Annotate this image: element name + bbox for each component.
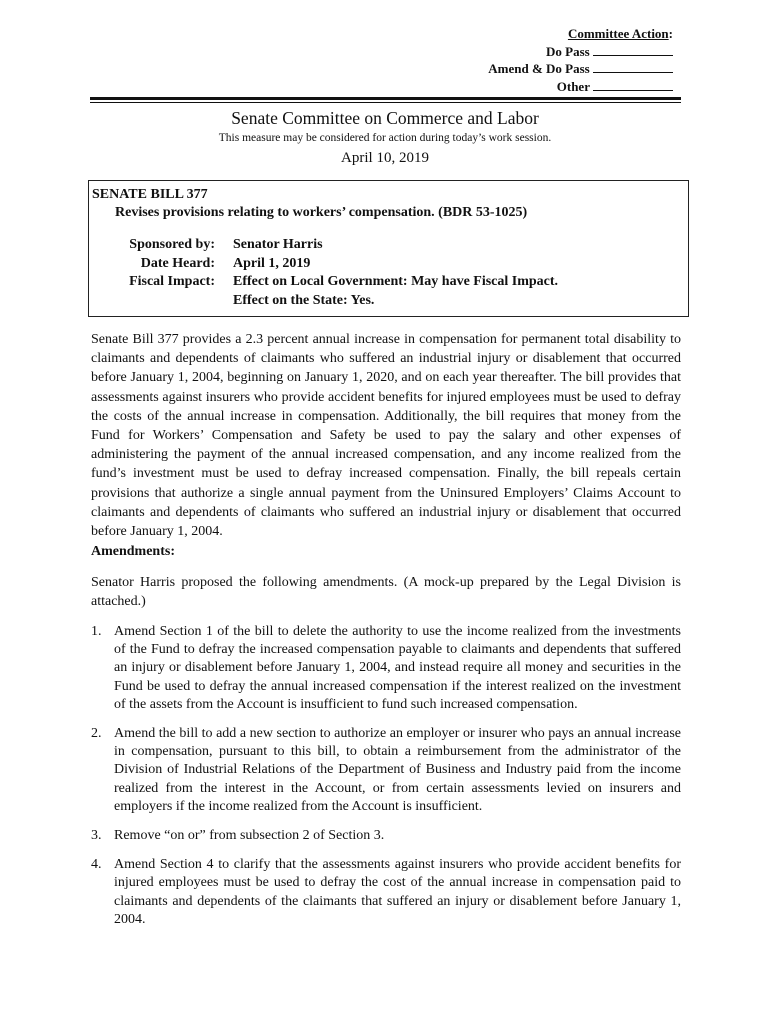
do-pass-blank xyxy=(593,45,673,56)
header-rule-thin xyxy=(90,102,681,103)
other-blank xyxy=(593,80,673,91)
amend-do-pass-blank xyxy=(593,62,673,73)
sponsored-row xyxy=(92,236,558,255)
fiscal-state: Effect on the State: Yes. xyxy=(233,292,375,308)
amendment-number: 1. xyxy=(91,624,102,639)
amendments-intro: Senator Harris proposed the following amendments. (A mock-up prepared by the Legal Division is attached.) xyxy=(91,575,681,610)
header-rule-thick xyxy=(90,97,681,100)
bill-info-box xyxy=(88,180,689,317)
meeting-date: April 10, 2019 xyxy=(341,150,429,166)
amendment-item xyxy=(91,856,681,929)
fiscal-local: Effect on Local Government: May have Fiscal Impact. xyxy=(233,274,559,289)
bill-meta-table xyxy=(92,236,558,310)
bill-description: Revises provisions relating to workers’ compensation. (BDR 53-1025) xyxy=(115,205,528,220)
amendment-text: Amend Section 1 of the bill to delete the authority to use the income realized from the investments of the Fund to defray the increased compensation payable to claimants and dependents that suffered an injury or disablement before January 1, 2004, and instead require all money and securities in the Fund be used to defray the annual increased compensation if the interest realized on the investment of the assets from the Account is insufficient to fund such increased compensation. xyxy=(114,624,681,712)
sponsored-value: Senator Harris xyxy=(233,237,323,252)
fiscal-impact-value xyxy=(233,273,558,310)
amendment-number: 3. xyxy=(91,828,102,844)
other-line: Other xyxy=(488,78,673,96)
amendment-text: Amend Section 4 to clarify that the assessments against insurers who provide accident benefits for injured employees must be used to defray the cost of the annual increase in compensation paid to claimants and dependents of the claimants that suffered an injury or disablement before January 1, 2004. xyxy=(114,857,681,927)
amendments-list xyxy=(91,623,681,940)
committee-name: Senate Committee on Commerce and Labor xyxy=(231,108,539,128)
committee-action-title: Committee Action: xyxy=(567,26,673,41)
bill-number: SENATE BILL 377 xyxy=(92,187,208,202)
amendments-heading: Amendments: xyxy=(91,544,175,559)
date-heard-value: April 1, 2019 xyxy=(233,255,311,271)
amendment-item xyxy=(91,623,681,714)
work-session-notice: This measure may be considered for action during today’s work session. xyxy=(218,132,552,144)
date-heard-label: Date Heard: xyxy=(140,255,215,271)
date-heard-row xyxy=(92,255,558,274)
amendment-item xyxy=(91,827,681,845)
amendment-text: Remove “on or” from subsection 2 of Section 3. xyxy=(114,828,385,844)
amendment-number: 4. xyxy=(91,857,102,873)
amendment-text: Amend the bill to add a new section to authorize an employer or insurer who pays an annual increase in compensation, pursuant to this bill, to obtain a reimbursement from the administrator of the Division of Industrial Relations of the Department of Business and Industry paid from the income realized from the interest in the Account, or from certain assessments levied on insurers and employers if the income realized from the Account is insufficient. xyxy=(114,726,681,814)
amendment-item xyxy=(91,725,681,816)
fiscal-impact-row xyxy=(92,273,558,310)
amendment-number: 2. xyxy=(91,726,102,742)
bill-summary: Senate Bill 377 provides a 2.3 percent annual increase in compensation for permanent total disability to claimants and dependents of claimants who suffered an industrial injury or disablement that occurred before January 1, 2004, beginning on January 1, 2020, and on each year thereafter. The bill provides that assessments against insurers who provide accident benefits for injured employees must be used to defray the costs of the annual increase in compensation. Additionally, the bill requires that money from the Fund for Workers’ Compensation and Safety be used to pay the salary and other expenses of administering the payment of the annual increased compensation, and any income realized from the fund’s investment must be used to defray increased compensation. Finally, the bill repeals certain provisions that authorize a single annual payment from the Uninsured Employers’ Claims Account to claimants and dependents of claimants who suffered an industrial injury or disablement that occurred before January 1, 2004. xyxy=(91,332,681,540)
sponsored-label: Sponsored by: xyxy=(129,237,215,252)
committee-action-block xyxy=(488,25,673,95)
amend-do-pass-line: Amend & Do Pass xyxy=(488,60,673,78)
do-pass-line: Do Pass xyxy=(488,43,673,61)
fiscal-impact-label: Fiscal Impact: xyxy=(129,274,215,289)
